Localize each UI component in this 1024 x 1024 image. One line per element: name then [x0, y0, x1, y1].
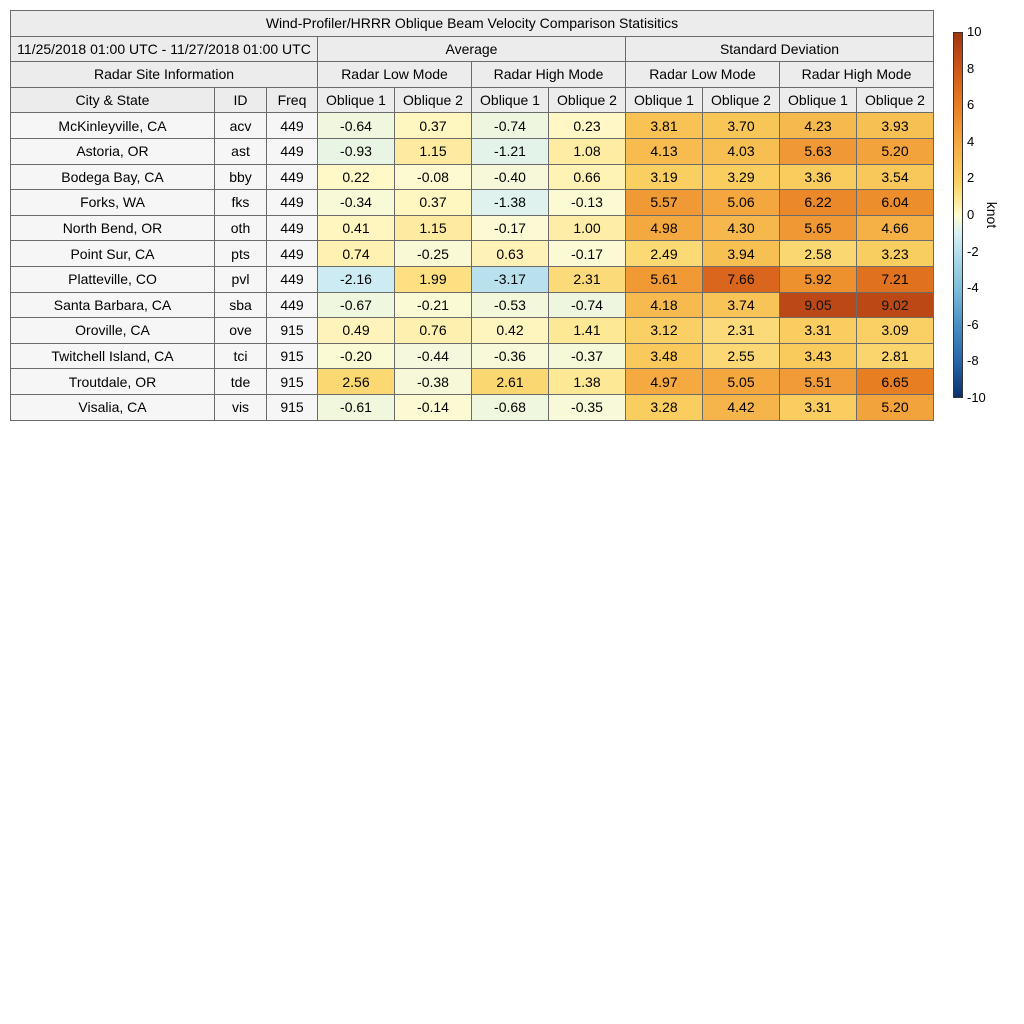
city-cell: Astoria, OR	[11, 138, 215, 164]
table-title: Wind-Profiler/HRRR Oblique Beam Velocity Comparison Statisitics	[11, 11, 934, 37]
avg-low-oblique1-header: Oblique 1	[318, 87, 395, 113]
std-dev-value-cell: 4.23	[780, 113, 857, 139]
average-value-cell: 1.15	[395, 215, 472, 241]
city-cell: Bodega Bay, CA	[11, 164, 215, 190]
average-value-cell: 0.74	[318, 241, 395, 267]
freq-cell: 915	[267, 369, 318, 395]
average-value-cell: -0.08	[395, 164, 472, 190]
std-dev-value-cell: 4.03	[703, 138, 780, 164]
std-high-mode-header: Radar High Mode	[780, 62, 934, 88]
table-row	[11, 113, 934, 139]
average-value-cell: 0.23	[549, 113, 626, 139]
std-dev-value-cell: 3.48	[626, 343, 703, 369]
std-dev-value-cell: 3.36	[780, 164, 857, 190]
std-dev-value-cell: 3.43	[780, 343, 857, 369]
freq-cell: 449	[267, 190, 318, 216]
average-value-cell: 0.37	[395, 190, 472, 216]
freq-cell: 449	[267, 138, 318, 164]
city-cell: Forks, WA	[11, 190, 215, 216]
average-value-cell: -2.16	[318, 266, 395, 292]
table-row	[11, 241, 934, 267]
std-dev-value-cell: 5.20	[857, 394, 934, 420]
avg-high-oblique1-header: Oblique 1	[472, 87, 549, 113]
average-value-cell: -0.93	[318, 138, 395, 164]
std-dev-value-cell: 7.21	[857, 266, 934, 292]
freq-cell: 915	[267, 318, 318, 344]
id-column-header: ID	[215, 87, 267, 113]
std-low-mode-header: Radar Low Mode	[626, 62, 780, 88]
std-dev-value-cell: 3.28	[626, 394, 703, 420]
average-value-cell: -1.38	[472, 190, 549, 216]
average-value-cell: -0.35	[549, 394, 626, 420]
std-low-oblique2-header: Oblique 2	[703, 87, 780, 113]
average-value-cell: 1.99	[395, 266, 472, 292]
freq-cell: 449	[267, 292, 318, 318]
colorbar-tick-label: 0	[967, 207, 975, 222]
table-row	[11, 215, 934, 241]
table-row	[11, 164, 934, 190]
average-value-cell: -0.14	[395, 394, 472, 420]
std-dev-value-cell: 2.31	[703, 318, 780, 344]
table-row	[11, 343, 934, 369]
site-id-cell: pts	[215, 241, 267, 267]
colorbar-tick-label: 10	[967, 24, 982, 39]
city-cell: Platteville, CO	[11, 266, 215, 292]
average-value-cell: 1.08	[549, 138, 626, 164]
std-dev-value-cell: 6.65	[857, 369, 934, 395]
average-value-cell: -0.44	[395, 343, 472, 369]
city-cell: Visalia, CA	[11, 394, 215, 420]
std-dev-value-cell: 2.81	[857, 343, 934, 369]
colorbar-tick-label: -6	[967, 316, 979, 332]
std-low-oblique1-header: Oblique 1	[626, 87, 703, 113]
std-dev-value-cell: 3.09	[857, 318, 934, 344]
std-dev-value-cell: 5.06	[703, 190, 780, 216]
std-dev-value-cell: 3.54	[857, 164, 934, 190]
std-dev-value-cell: 5.20	[857, 138, 934, 164]
freq-cell: 449	[267, 113, 318, 139]
average-value-cell: -0.53	[472, 292, 549, 318]
std-dev-value-cell: 3.29	[703, 164, 780, 190]
city-cell: North Bend, OR	[11, 215, 215, 241]
statistics-table	[10, 10, 934, 421]
std-dev-value-cell: 3.93	[857, 113, 934, 139]
std-dev-value-cell: 2.55	[703, 343, 780, 369]
colorbar-tick-label: -8	[967, 353, 979, 369]
std-dev-value-cell: 3.31	[780, 394, 857, 420]
avg-low-oblique2-header: Oblique 2	[395, 87, 472, 113]
freq-cell: 449	[267, 164, 318, 190]
colorbar-tick-label: 6	[967, 97, 975, 113]
average-value-cell: 1.41	[549, 318, 626, 344]
std-dev-value-cell: 3.23	[857, 241, 934, 267]
average-value-cell: -0.13	[549, 190, 626, 216]
std-dev-value-cell: 3.70	[703, 113, 780, 139]
site-id-cell: bby	[215, 164, 267, 190]
table-row	[11, 292, 934, 318]
average-value-cell: -0.38	[395, 369, 472, 395]
average-value-cell: -0.37	[549, 343, 626, 369]
average-value-cell: 1.00	[549, 215, 626, 241]
std-dev-value-cell: 7.66	[703, 266, 780, 292]
std-dev-value-cell: 2.58	[780, 241, 857, 267]
table-row	[11, 318, 934, 344]
city-cell: McKinleyville, CA	[11, 113, 215, 139]
std-dev-value-cell: 5.51	[780, 369, 857, 395]
average-group-header: Average	[318, 36, 626, 62]
avg-low-mode-header: Radar Low Mode	[318, 62, 472, 88]
table-row	[11, 369, 934, 395]
std-dev-value-cell: 3.31	[780, 318, 857, 344]
site-id-cell: ast	[215, 138, 267, 164]
std-dev-value-cell: 4.18	[626, 292, 703, 318]
colorbar-tick-label: -4	[967, 280, 979, 296]
std-dev-value-cell: 5.92	[780, 266, 857, 292]
freq-cell: 915	[267, 343, 318, 369]
site-id-cell: fks	[215, 190, 267, 216]
average-value-cell: 0.76	[395, 318, 472, 344]
std-dev-value-cell: 4.30	[703, 215, 780, 241]
average-value-cell: 0.37	[395, 113, 472, 139]
std-dev-value-cell: 9.05	[780, 292, 857, 318]
city-cell: Troutdale, OR	[11, 369, 215, 395]
colorbar-tick-label: 8	[967, 60, 975, 76]
table-row	[11, 190, 934, 216]
average-value-cell: 1.15	[395, 138, 472, 164]
average-value-cell: -0.21	[395, 292, 472, 318]
site-id-cell: ove	[215, 318, 267, 344]
std-dev-value-cell: 5.57	[626, 190, 703, 216]
average-value-cell: -0.20	[318, 343, 395, 369]
std-dev-value-cell: 4.13	[626, 138, 703, 164]
std-high-oblique1-header: Oblique 1	[780, 87, 857, 113]
site-id-cell: pvl	[215, 266, 267, 292]
table-row	[11, 266, 934, 292]
std-dev-value-cell: 3.81	[626, 113, 703, 139]
city-cell: Santa Barbara, CA	[11, 292, 215, 318]
city-column-header: City & State	[11, 87, 215, 113]
std-dev-value-cell: 6.22	[780, 190, 857, 216]
std-dev-value-cell: 5.65	[780, 215, 857, 241]
average-value-cell: 2.31	[549, 266, 626, 292]
avg-high-mode-header: Radar High Mode	[472, 62, 626, 88]
std-dev-value-cell: 4.42	[703, 394, 780, 420]
average-value-cell: 0.49	[318, 318, 395, 344]
average-value-cell: 2.61	[472, 369, 549, 395]
table-row	[11, 394, 934, 420]
std-dev-group-header: Standard Deviation	[626, 36, 934, 62]
site-id-cell: sba	[215, 292, 267, 318]
average-value-cell: -0.64	[318, 113, 395, 139]
colorbar-unit-label: knot	[984, 201, 1000, 229]
colorbar-tick-label: 4	[967, 133, 975, 149]
std-dev-value-cell: 3.19	[626, 164, 703, 190]
std-high-oblique2-header: Oblique 2	[857, 87, 934, 113]
std-dev-value-cell: 5.05	[703, 369, 780, 395]
std-dev-value-cell: 2.49	[626, 241, 703, 267]
average-value-cell: 2.56	[318, 369, 395, 395]
std-dev-value-cell: 6.04	[857, 190, 934, 216]
colorbar-tick-label: -2	[967, 243, 979, 259]
std-dev-value-cell: 9.02	[857, 292, 934, 318]
average-value-cell: 0.22	[318, 164, 395, 190]
site-id-cell: tci	[215, 343, 267, 369]
average-value-cell: 0.41	[318, 215, 395, 241]
std-dev-value-cell: 5.63	[780, 138, 857, 164]
site-id-cell: oth	[215, 215, 267, 241]
average-value-cell: -0.34	[318, 190, 395, 216]
table-row	[11, 138, 934, 164]
site-id-cell: vis	[215, 394, 267, 420]
std-dev-value-cell: 4.66	[857, 215, 934, 241]
std-dev-value-cell: 3.94	[703, 241, 780, 267]
average-value-cell: -0.40	[472, 164, 549, 190]
freq-cell: 449	[267, 266, 318, 292]
std-dev-value-cell: 4.97	[626, 369, 703, 395]
average-value-cell: 0.42	[472, 318, 549, 344]
average-value-cell: -1.21	[472, 138, 549, 164]
statistics-table-container	[10, 10, 934, 421]
city-cell: Twitchell Island, CA	[11, 343, 215, 369]
colorbar-tick-label: 2	[967, 170, 975, 186]
avg-high-oblique2-header: Oblique 2	[549, 87, 626, 113]
freq-column-header: Freq	[267, 87, 318, 113]
average-value-cell: -0.17	[549, 241, 626, 267]
freq-cell: 449	[267, 241, 318, 267]
date-range: 11/25/2018 01:00 UTC - 11/27/2018 01:00 UTC	[11, 36, 318, 62]
average-value-cell: -0.17	[472, 215, 549, 241]
site-info-header: Radar Site Information	[11, 62, 318, 88]
std-dev-value-cell: 4.98	[626, 215, 703, 241]
average-value-cell: -0.74	[472, 113, 549, 139]
average-value-cell: -0.61	[318, 394, 395, 420]
site-id-cell: tde	[215, 369, 267, 395]
average-value-cell: -0.67	[318, 292, 395, 318]
average-value-cell: -0.25	[395, 241, 472, 267]
colorbar-tick-label: -10	[967, 390, 986, 405]
colorbar	[953, 32, 963, 398]
city-cell: Point Sur, CA	[11, 241, 215, 267]
average-value-cell: -3.17	[472, 266, 549, 292]
freq-cell: 915	[267, 394, 318, 420]
site-id-cell: acv	[215, 113, 267, 139]
freq-cell: 449	[267, 215, 318, 241]
std-dev-value-cell: 5.61	[626, 266, 703, 292]
average-value-cell: 0.63	[472, 241, 549, 267]
average-value-cell: -0.74	[549, 292, 626, 318]
average-value-cell: -0.36	[472, 343, 549, 369]
table-body	[11, 113, 934, 420]
std-dev-value-cell: 3.74	[703, 292, 780, 318]
std-dev-value-cell: 3.12	[626, 318, 703, 344]
average-value-cell: 1.38	[549, 369, 626, 395]
city-cell: Oroville, CA	[11, 318, 215, 344]
average-value-cell: -0.68	[472, 394, 549, 420]
average-value-cell: 0.66	[549, 164, 626, 190]
